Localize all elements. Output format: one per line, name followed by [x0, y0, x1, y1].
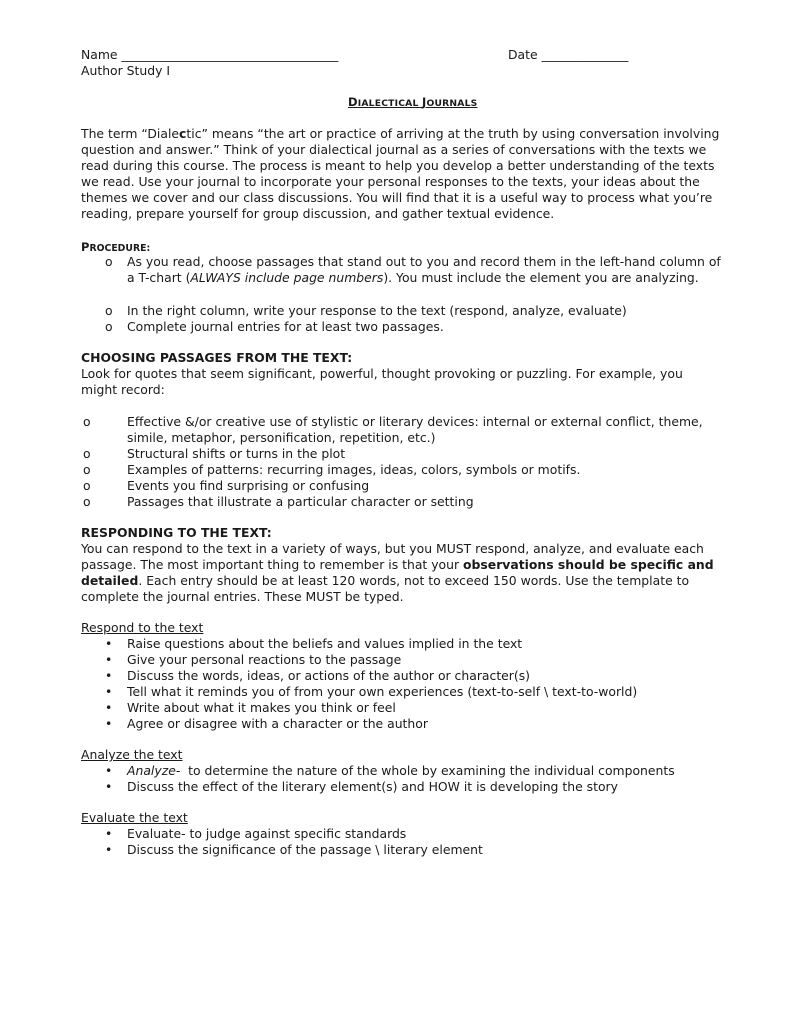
procedure-marker-3: o: [105, 319, 113, 334]
procedure-heading-rest: ROCEDURE:: [89, 243, 151, 254]
procedure-item-2: In the right column, write your response to the text (respond, analyze, evaluate): [127, 303, 627, 318]
title-second-rest: OURNALS: [426, 98, 478, 109]
procedure-marker-2: o: [105, 303, 113, 318]
evaluate-bullet-2: •: [105, 842, 113, 857]
respond-item-6: Agree or disagree with a character or the author: [127, 716, 428, 731]
responding-paragraph: [81, 541, 721, 605]
evaluate-heading: Evaluate the text: [81, 810, 188, 825]
procedure-item-3: Complete journal entries for at least two passages.: [127, 319, 444, 334]
name-label: Name: [81, 47, 118, 62]
date-line: [508, 47, 628, 63]
name-line: [81, 47, 338, 63]
title-second: J: [421, 95, 427, 109]
choosing-item-3: Examples of patterns: recurring images, ideas, colors, symbols or motifs.: [127, 462, 581, 477]
title-first: D: [348, 95, 358, 109]
name-blank: ___________________________________: [121, 47, 339, 62]
intro-paragraph: [81, 126, 721, 221]
analyze-item-1: [127, 763, 727, 779]
choosing-item-1: Effective &/or creative use of stylistic or literary devices: internal or external conflict, theme, simile, metaphor, personification, repetition, etc.): [127, 414, 703, 445]
intro-post: tic” means “the art or practice of arriving at the truth by using conversation involving question and answer.” Think of your dialectical journal as a series of conversations with the texts we read during this course. The process is meant to help you develop a better understanding of the texts we read. Use your journal to incorporate your personal responses to the texts, your ideas about the themes we cover and our class discussions. You will find that it is a useful way to process what you’re reading, prepare yourself for group discussion, and gather textual evidence.: [81, 126, 720, 221]
respond-item-1: Raise questions about the beliefs and values implied in the text: [127, 636, 523, 651]
procedure-item-1-post: ). You must include the element you are analyzing.: [383, 269, 699, 285]
choosing-marker-1: o: [83, 414, 91, 429]
responding-heading: RESPONDING TO THE TEXT:: [81, 525, 272, 540]
respond-bullet-2: •: [105, 652, 113, 667]
title-first-rest: IALECTICAL: [357, 98, 419, 109]
respond-bullet-1: •: [105, 636, 113, 651]
choosing-item-5: Passages that illustrate a particular character or setting: [127, 494, 474, 509]
analyze-item-1-italic: Analyze-: [127, 763, 181, 778]
procedure-item-1: [127, 254, 727, 286]
choosing-marker-3: o: [83, 462, 91, 477]
procedure-heading-first: P: [81, 240, 90, 254]
respond-item-2: Give your personal reactions to the passage: [127, 652, 402, 667]
choosing-heading: CHOOSING PASSAGES FROM THE TEXT:: [81, 350, 353, 365]
responding-bold: observations should be specific and detailed: [81, 556, 714, 588]
procedure-item-1-italic: ALWAYS include page numbers: [190, 269, 384, 285]
analyze-bullet-1: •: [105, 763, 113, 778]
respond-bullet-6: •: [105, 716, 113, 731]
procedure-item-1-pre: As you read, choose passages that stand out to you and record them in the left-hand column of a T-chart (: [127, 254, 721, 285]
choosing-item-4: Events you find surprising or confusing: [127, 478, 370, 493]
evaluate-item-1: Evaluate- to judge against specific standards: [127, 826, 407, 841]
date-blank: ______________: [541, 47, 629, 62]
choosing-marker-2: o: [83, 446, 91, 461]
analyze-item-1-rest: to determine the nature of the whole by examining the individual components: [180, 763, 675, 778]
respond-bullet-4: •: [105, 684, 113, 699]
respond-item-4: Tell what it reminds you of from your own experiences (text-to-self \ text-to-world): [127, 684, 638, 699]
choosing-marker-5: o: [83, 494, 91, 509]
responding-p1: You can respond to the text in a variety of ways, but you MUST respond, analyze, and evaluate each passage. The most important thing to remember is that your: [81, 541, 704, 572]
analyze-item-2: Discuss the effect of the literary element(s) and HOW it is developing the story: [127, 779, 618, 794]
analyze-heading: Analyze the text: [81, 747, 183, 762]
responding-p2: . Each entry should be at least 120 words, not to exceed 150 words. Use the template to complete the journal entries. These MUST be typed.: [81, 572, 690, 604]
intro-bold: c: [179, 126, 187, 141]
respond-item-3: Discuss the words, ideas, or actions of the author or character(s): [127, 668, 531, 683]
choosing-marker-4: o: [83, 478, 91, 493]
respond-heading: Respond to the text: [81, 620, 204, 635]
evaluate-item-2: Discuss the significance of the passage \ literary element: [127, 842, 483, 857]
page-title: [348, 95, 477, 112]
respond-bullet-5: •: [105, 700, 113, 715]
evaluate-bullet-1: •: [105, 826, 113, 841]
analyze-bullet-2: •: [105, 779, 113, 794]
procedure-marker-1: o: [105, 254, 113, 269]
subtitle: Author Study I: [81, 63, 171, 78]
respond-bullet-3: •: [105, 668, 113, 683]
date-label: Date: [508, 47, 538, 62]
choosing-item-2: Structural shifts or turns in the plot: [127, 446, 346, 461]
choosing-intro: Look for quotes that seem significant, powerful, thought provoking or puzzling. For example, you might record:: [81, 366, 683, 397]
respond-item-5: Write about what it makes you think or feel: [127, 700, 396, 715]
intro-pre: The term “Diale: [81, 126, 180, 141]
